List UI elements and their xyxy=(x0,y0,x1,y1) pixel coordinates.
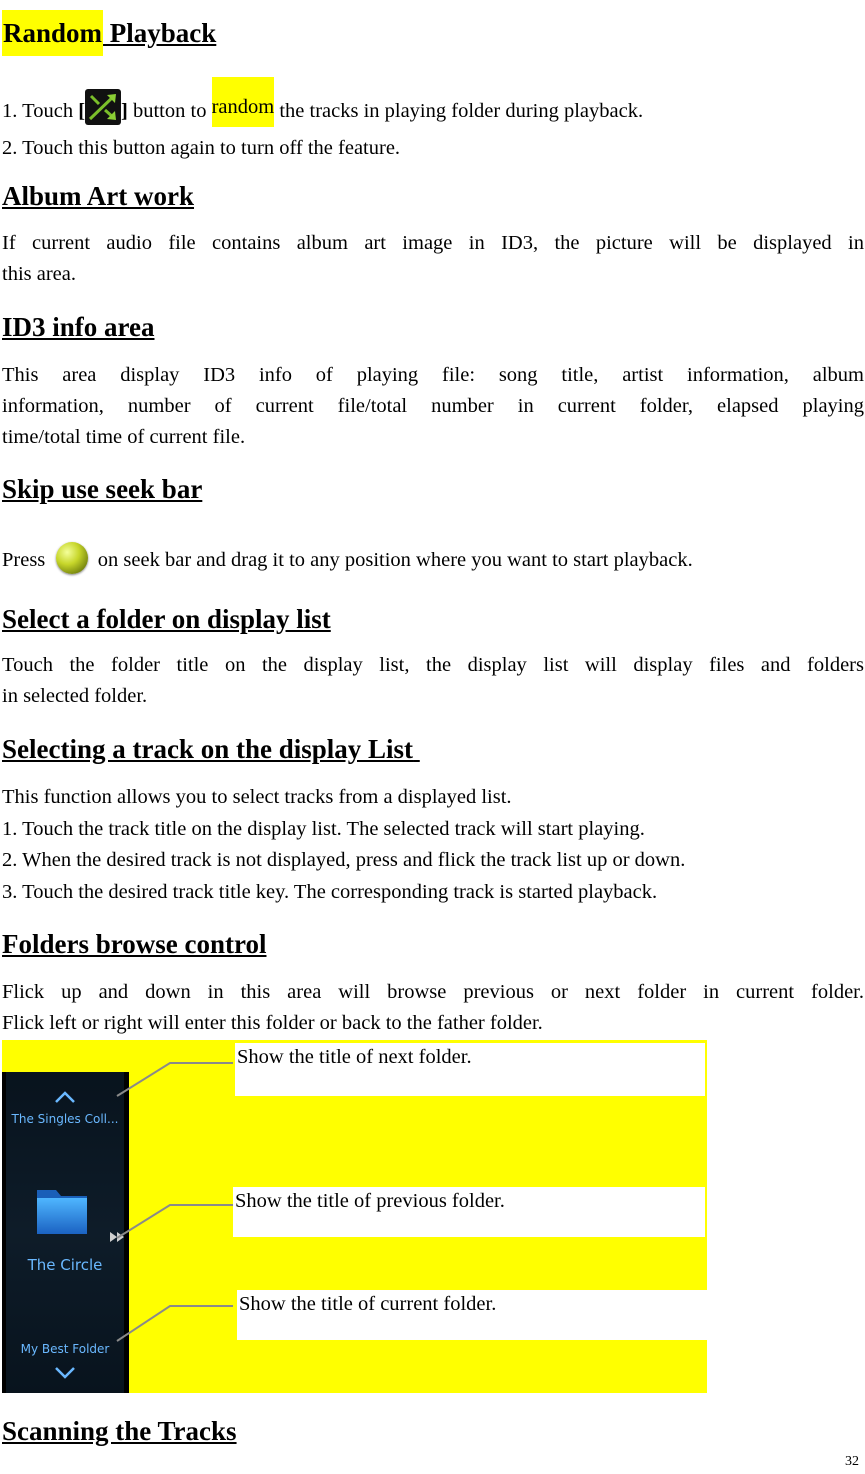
select-folder-line-2: in selected folder. xyxy=(2,685,148,707)
text: on seek bar and drag it to any position where you want to start playback. xyxy=(97,549,693,571)
select-track-body xyxy=(2,782,685,908)
select-track-line-2: 2. When the desired track is not displayed, press and flick the track list up or down. xyxy=(2,849,686,871)
heading-text: Selecting a track on the display List xyxy=(2,734,414,764)
highlight-random: random xyxy=(212,77,275,127)
text: the tracks in playing folder during playback. xyxy=(274,100,644,122)
text: 1. Touch xyxy=(2,100,79,122)
album-art-line-1: If current audio file contains album art image in ID3, the picture will be displayed in xyxy=(2,232,864,254)
album-art-line-2: this area. xyxy=(2,263,76,285)
random-step-1 xyxy=(2,89,643,127)
folders-browse-line-2: Flick left or right will enter this folder or back to the father folder. xyxy=(2,1012,543,1034)
heading-seek-bar: Skip use seek bar xyxy=(2,474,203,504)
current-folder-title: The Circle xyxy=(27,1256,103,1274)
seek-ball-icon xyxy=(56,542,88,574)
select-track-line-1: 1. Touch the track title on the display list. The selected track will start playing. xyxy=(2,817,645,840)
id3-line-1: This area display ID3 info of playing file: song title, artist information, album xyxy=(2,364,864,386)
heading-album-art: Album Art work xyxy=(2,181,195,211)
previous-folder-title: My Best Folder xyxy=(20,1342,110,1356)
select-track-line-0: This function allows you to select tracks from a displayed list. xyxy=(2,786,512,808)
id3-info-body xyxy=(2,360,864,453)
folders-browse-body xyxy=(2,977,864,1039)
page-number: 32 xyxy=(845,1454,859,1469)
heading-scanning: Scanning the Tracks xyxy=(2,1416,237,1446)
callout-next-folder: Show the title of next folder. xyxy=(235,1043,705,1096)
heading-folders-browse: Folders browse control xyxy=(2,929,267,959)
callout-current-folder: Show the title of current folder. xyxy=(237,1290,707,1340)
album-art-body xyxy=(2,228,864,290)
select-track-line-3: 3. Touch the desired track title key. The corresponding track is started playback. xyxy=(2,880,658,903)
heading-rest: Playback xyxy=(103,18,217,48)
bracket-open: [ xyxy=(78,100,86,122)
heading-id3-info: ID3 info area xyxy=(2,312,155,342)
id3-line-2: information, number of current file/total number in current folder, elapsed playing xyxy=(2,395,864,417)
folders-browse-line-1: Flick up and down in this area will browse previous or next folder in current folder. xyxy=(2,981,864,1003)
text: button to xyxy=(127,100,212,122)
heading-select-track xyxy=(2,733,420,765)
select-folder-body xyxy=(2,650,864,712)
heading-highlight: Random xyxy=(2,10,103,56)
select-folder-line-1: Touch the folder title on the display list, the display list will display files and folders xyxy=(2,654,864,676)
next-folder-title: The Singles Coll... xyxy=(11,1112,119,1126)
heading-random-playback xyxy=(2,17,216,56)
bracket-close: ] xyxy=(121,100,128,122)
callout-previous-folder: Show the title of previous folder. xyxy=(233,1187,705,1237)
heading-select-folder: Select a folder on display list xyxy=(2,604,331,634)
text: Press xyxy=(2,549,46,571)
callout-lines xyxy=(0,1040,240,1393)
seek-bar-text xyxy=(2,542,693,576)
shuffle-icon xyxy=(85,89,121,125)
random-step-2: 2. Touch this button again to turn off the feature. xyxy=(2,137,401,159)
id3-line-3: time/total time of current file. xyxy=(2,426,246,448)
